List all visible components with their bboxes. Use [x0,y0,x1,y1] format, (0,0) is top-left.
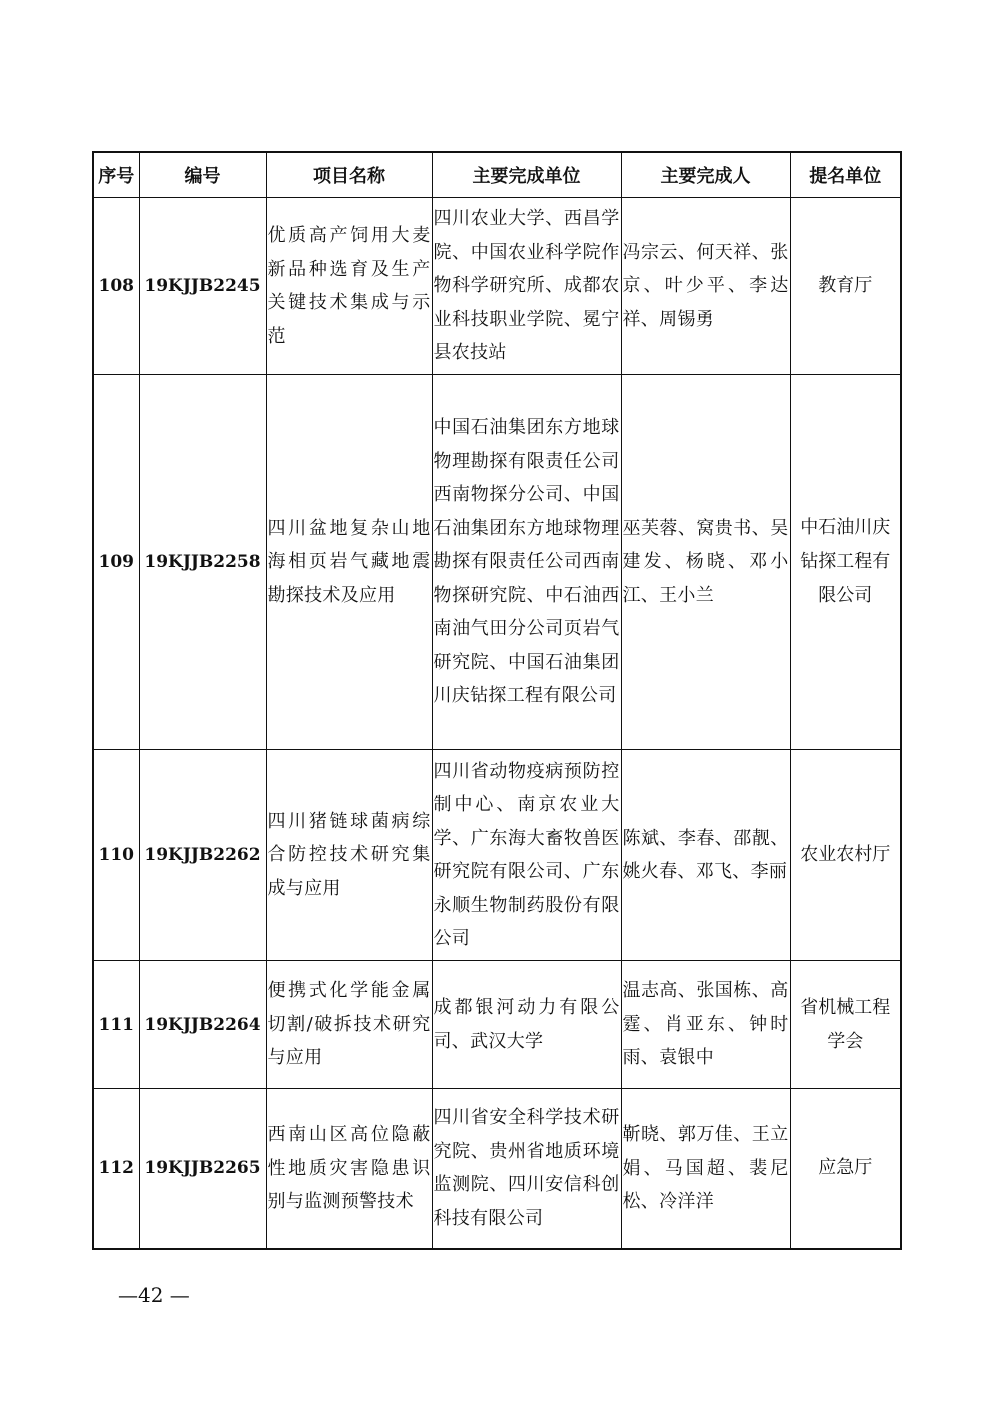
row-seq: 109 [93,375,139,750]
header-nominator: 提名单位 [790,152,901,198]
row-nominator: 中石油川庆钻探工程有限公司 [790,375,901,750]
row-nominator: 教育厅 [790,198,901,375]
row-main-people: 温志高、张国栋、高霆、肖亚东、钟时雨、袁银中 [621,961,790,1089]
row-main-units: 四川农业大学、西昌学院、中国农业科学院作物科学研究所、成都农业科技职业学院、冕宁县农技站 [432,198,621,375]
row-code: 19KJJB2258 [139,375,266,750]
row-project-name: 四川盆地复杂山地海相页岩气藏地震勘探技术及应用 [266,375,432,750]
row-code: 19KJJB2264 [139,961,266,1089]
award-project-table [92,151,902,1250]
row-code: 19KJJB2245 [139,198,266,375]
header-main-people: 主要完成人 [621,152,790,198]
row-code: 19KJJB2265 [139,1089,266,1249]
row-project-name: 优质高产饲用大麦新品种选育及生产关键技术集成与示范 [266,198,432,375]
row-main-units: 四川省动物疫病预防控制中心、南京农业大学、广东海大畜牧兽医研究院有限公司、广东永顺生物制药股份有限公司 [432,750,621,961]
row-seq: 110 [93,750,139,961]
row-project-name: 四川猪链球菌病综合防控技术研究集成与应用 [266,750,432,961]
page-number: —42 — [118,1283,190,1307]
header-seq: 序号 [93,152,139,198]
row-main-people: 陈斌、李春、邵靓、姚火春、邓飞、李丽 [621,750,790,961]
table-row [93,198,901,375]
row-main-people: 靳晓、郭万佳、王立娟、马国超、裴尼松、冷洋洋 [621,1089,790,1249]
row-main-people: 冯宗云、何天祥、张京、叶少平、李达祥、周锡勇 [621,198,790,375]
row-nominator: 应急厅 [790,1089,901,1249]
table-row [93,375,901,750]
row-nominator: 省机械工程学会 [790,961,901,1089]
table-row [93,1089,901,1249]
row-seq: 112 [93,1089,139,1249]
row-seq: 111 [93,961,139,1089]
row-seq: 108 [93,198,139,375]
header-code: 编号 [139,152,266,198]
header-main-units: 主要完成单位 [432,152,621,198]
row-main-units: 四川省安全科学技术研究院、贵州省地质环境监测院、四川安信科创科技有限公司 [432,1089,621,1249]
row-main-units: 成都银河动力有限公司、武汉大学 [432,961,621,1089]
table-row [93,750,901,961]
row-main-people: 巫芙蓉、窝贵书、吴建发、杨晓、邓小江、王小兰 [621,375,790,750]
header-project-name: 项目名称 [266,152,432,198]
row-code: 19KJJB2262 [139,750,266,961]
table-row [93,961,901,1089]
row-nominator: 农业农村厅 [790,750,901,961]
row-main-units: 中国石油集团东方地球物理勘探有限责任公司西南物探分公司、中国石油集团东方地球物理勘探有限责任公司西南物探研究院、中石油西南油气田分公司页岩气研究院、中国石油集团川庆钻探工程有限公司 [432,375,621,750]
row-project-name: 便携式化学能金属切割/破拆技术研究与应用 [266,961,432,1089]
table-header-row [93,152,901,198]
row-project-name: 西南山区高位隐蔽性地质灾害隐患识别与监测预警技术 [266,1089,432,1249]
